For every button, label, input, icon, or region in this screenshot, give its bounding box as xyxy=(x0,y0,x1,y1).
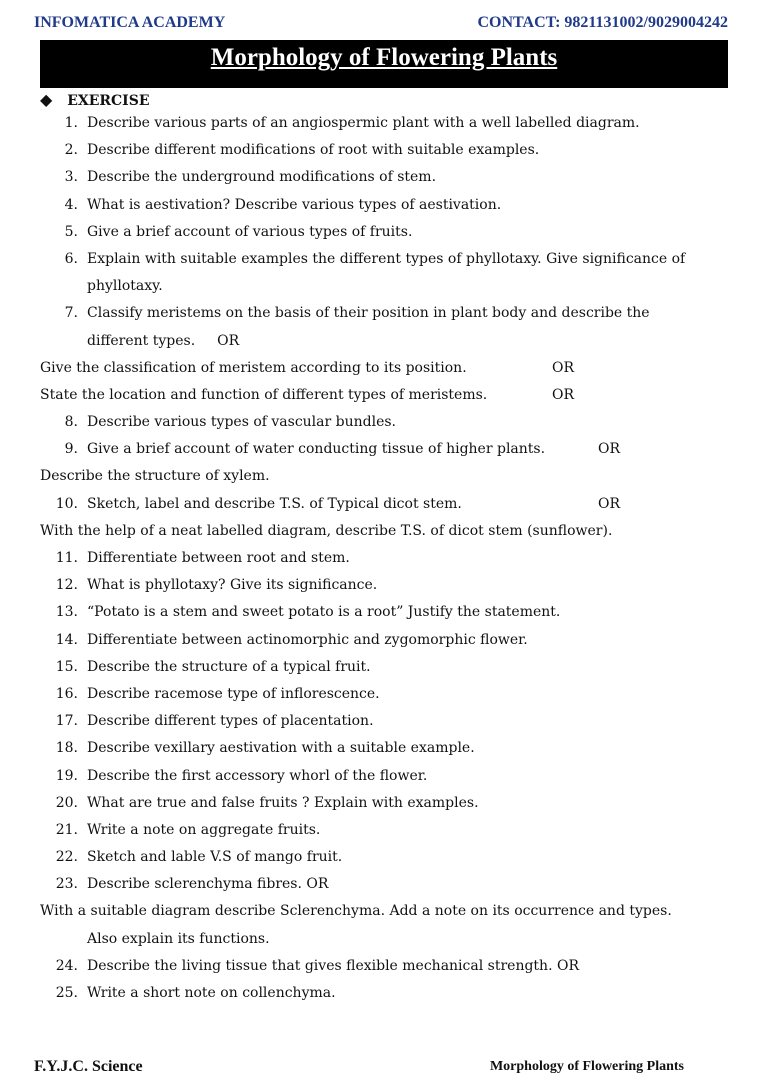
alternate-question xyxy=(40,467,740,494)
item-text: Give a brief account of various types of fruits. xyxy=(87,223,413,240)
list-item xyxy=(40,767,740,794)
or-label: OR xyxy=(552,359,575,376)
item-text: Differentiate between root and stem. xyxy=(87,550,350,566)
list-item xyxy=(40,413,740,440)
item-number: 5. xyxy=(64,223,78,240)
list-item xyxy=(40,984,740,1011)
item-text: Write a short note on collenchyma. xyxy=(87,985,336,1001)
item-number: 6. xyxy=(64,250,78,267)
exercise-label: EXERCISE xyxy=(67,93,150,109)
item-number: 15. xyxy=(55,658,78,675)
list-item xyxy=(40,658,740,685)
item-number: 13. xyxy=(55,604,78,621)
item-number: 20. xyxy=(55,794,78,811)
item-number: 3. xyxy=(64,169,78,186)
list-item xyxy=(40,875,740,902)
contact-info: CONTACT: 9821131002/9029004242 xyxy=(477,14,728,31)
item-text: Sketch and lable V.S of mango fruit. xyxy=(87,849,343,866)
list-item xyxy=(40,223,740,250)
item-number: 9. xyxy=(64,441,78,458)
item-text: Give a brief account of water conducting tissue of higher plants. xyxy=(87,441,546,458)
item-number: 7. xyxy=(64,305,78,322)
item-number: 2. xyxy=(64,142,78,159)
list-item xyxy=(40,250,740,277)
list-item xyxy=(40,114,740,141)
list-item xyxy=(40,821,740,848)
item-text: Describe various parts of an angiospermic plant with a well labelled diagram. xyxy=(87,115,640,131)
item-number: 17. xyxy=(55,713,78,730)
item-text: Describe the structure of a typical fruit. xyxy=(87,658,371,675)
item-number: 4. xyxy=(64,196,78,213)
item-text: Sketch, label and describe T.S. of Typical dicot stem. xyxy=(87,495,462,512)
item-number: 10. xyxy=(55,495,78,512)
item-text-continued xyxy=(87,332,239,351)
alternate-text: Describe the structure of xylem. xyxy=(40,468,270,485)
item-number: 24. xyxy=(55,957,78,974)
exercise-heading xyxy=(40,90,740,114)
alternate-question xyxy=(40,359,740,386)
list-item xyxy=(40,168,740,195)
academy-name: INFOMATICA ACADEMY xyxy=(34,14,226,31)
item-number: 23. xyxy=(55,876,78,893)
list-item-continuation xyxy=(40,277,740,304)
page-footer xyxy=(34,1058,728,1078)
or-label: OR xyxy=(552,386,575,403)
item-text-continued: Also explain its functions. xyxy=(87,930,270,947)
exercise-list xyxy=(40,90,740,1011)
item-text: “Potato is a stem and sweet potato is a root” Justify the statement. xyxy=(87,604,561,621)
alternate-text: With the help of a neat labelled diagram, describe T.S. of dicot stem (sunflower). xyxy=(40,522,613,539)
item-text: What is aestivation? Describe various types of aestivation. xyxy=(87,196,502,213)
item-number: 22. xyxy=(55,849,78,866)
list-item-continuation xyxy=(40,930,740,957)
or-label: OR xyxy=(598,441,621,458)
item-text: Describe the first accessory whorl of the flower. xyxy=(87,767,428,784)
item-text: What are true and false fruits ? Explain with examples. xyxy=(87,794,479,811)
item-text: Describe sclerenchyma fibres. OR xyxy=(87,876,329,893)
item-text: Describe racemose type of inflorescence. xyxy=(87,685,380,702)
diamond-bullet-icon: ◆ xyxy=(40,90,53,109)
item-number: 8. xyxy=(64,414,78,431)
list-item xyxy=(40,848,740,875)
page-title: Morphology of Flowering Plants xyxy=(210,44,558,71)
item-number: 25. xyxy=(55,985,78,1001)
item-number: 1. xyxy=(64,115,78,131)
list-item xyxy=(40,712,740,739)
item-number: 16. xyxy=(55,685,78,702)
list-item xyxy=(40,141,740,168)
item-number: 14. xyxy=(55,631,78,648)
or-label: OR xyxy=(598,495,621,512)
list-item xyxy=(40,631,740,658)
item-text-continued: phyllotaxy. xyxy=(87,278,163,295)
list-item xyxy=(40,304,740,331)
item-number: 19. xyxy=(55,767,78,784)
alternate-text: With a suitable diagram describe Sclerenchyma. Add a note on its occurrence and types. xyxy=(40,903,672,920)
list-item xyxy=(40,495,740,522)
item-text: Write a note on aggregate fruits. xyxy=(87,821,321,838)
list-item xyxy=(40,196,740,223)
list-item xyxy=(40,739,740,766)
alternate-question xyxy=(40,522,740,549)
list-item xyxy=(40,549,740,576)
list-item xyxy=(40,440,740,467)
list-item xyxy=(40,794,740,821)
item-text: Describe various types of vascular bundles. xyxy=(87,414,397,431)
item-number: 18. xyxy=(55,740,78,757)
alternate-question xyxy=(40,386,740,413)
item-text: Describe vexillary aestivation with a suitable example. xyxy=(87,740,475,757)
footer-course: F.Y.J.C. Science xyxy=(34,1058,143,1075)
page-header xyxy=(34,14,728,36)
item-text: Describe the living tissue that gives flexible mechanical strength. OR xyxy=(87,957,579,974)
list-item xyxy=(40,603,740,630)
list-item xyxy=(40,685,740,712)
item-number: 12. xyxy=(55,577,78,594)
item-text: Explain with suitable examples the different types of phyllotaxy. Give significance of xyxy=(87,250,686,267)
title-bar xyxy=(40,40,728,88)
item-number: 21. xyxy=(55,821,78,838)
or-label: OR xyxy=(217,332,240,349)
alternate-text: Give the classification of meristem according to its position. xyxy=(40,359,467,376)
item-text: Describe different types of placentation. xyxy=(87,713,374,730)
list-item xyxy=(40,576,740,603)
item-text: What is phyllotaxy? Give its significance. xyxy=(87,577,378,594)
item-text: Classify meristems on the basis of their position in plant body and describe the xyxy=(87,305,650,322)
item-text: Differentiate between actinomorphic and zygomorphic flower. xyxy=(87,631,528,648)
alternate-text: State the location and function of different types of meristems. xyxy=(40,386,488,403)
list-item xyxy=(40,957,740,984)
list-item-continuation xyxy=(40,332,740,359)
item-text-part: different types. xyxy=(87,332,196,349)
alternate-question xyxy=(40,902,740,929)
item-text: Describe different modifications of root with suitable examples. xyxy=(87,142,540,159)
item-text: Describe the underground modifications of stem. xyxy=(87,169,437,186)
footer-topic: Morphology of Flowering Plants xyxy=(489,1059,684,1074)
item-number: 11. xyxy=(55,550,78,566)
